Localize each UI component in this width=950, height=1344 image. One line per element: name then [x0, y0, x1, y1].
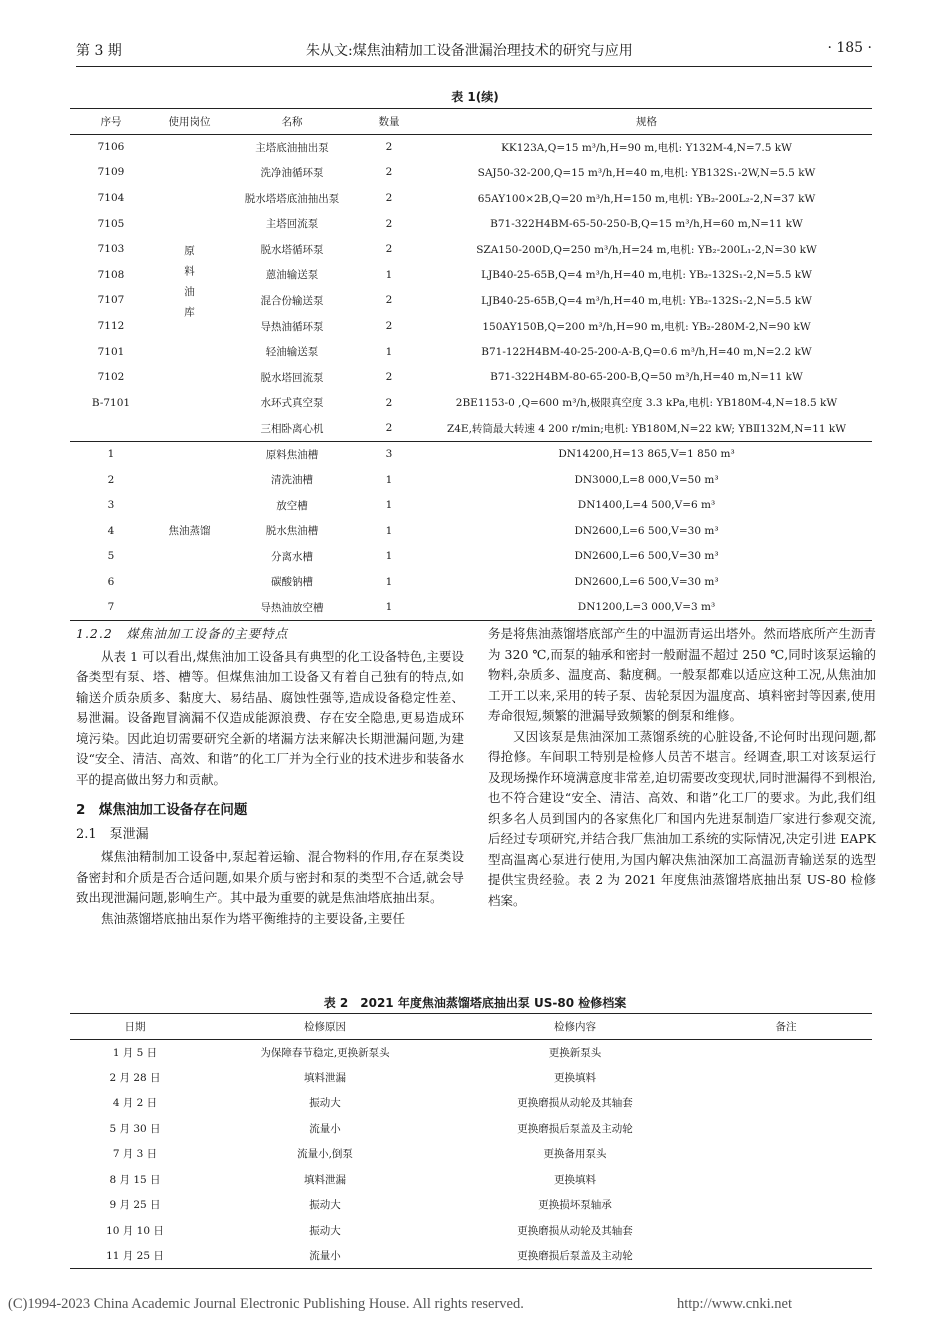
left-column	[76, 624, 464, 929]
table2-col-header: 备注	[775, 1020, 797, 1033]
spec-cell: SZA150-200D,Q=250 m³/h,H=24 m,电机: YB₂-200L₁-2,N=30 kW	[476, 243, 817, 256]
qty-cell: 1	[385, 550, 393, 563]
note-cell	[700, 1218, 872, 1244]
serial-cell: B-7101	[91, 396, 131, 409]
qty-cell: 2	[385, 320, 393, 333]
spec-cell: B71-122H4BM-40-25-200-A-B,Q=0.6 m³/h,H=40 m,N=2.2 kW	[481, 345, 812, 358]
spec-cell: 2BE1153-0 ,Q=600 m³/h,极限真空度 3.3 kPa,电机: YB180M-4,N=18.5 kW	[455, 397, 838, 410]
name-cell: 碳酸钠槽	[271, 576, 313, 589]
section-2-1-heading: 2.1 泵泄漏	[76, 826, 149, 842]
table2-col-header: 日期	[124, 1020, 146, 1033]
paragraph: 煤焦油精制加工设备中,泵起着运输、混合物料的作用,存在泵类设备密封和介质是否合适问题,如果介质与密封和泵的类型不合适,就会导致出现泄漏问题,影响生产。其中最为重要的就是焦油塔底抽出泵。	[76, 849, 464, 905]
page-number: · 185 ·	[827, 40, 872, 56]
name-cell: 主塔回流泵	[265, 218, 319, 231]
name-cell: 蒽油输送泵	[265, 269, 319, 282]
table2-col-header: 检修内容	[554, 1020, 596, 1033]
qty-cell: 1	[385, 499, 393, 512]
spec-cell: DN14200,H=13 865,V=1 850 m³	[558, 448, 735, 461]
qty-cell: 2	[385, 294, 393, 307]
note-cell	[700, 1116, 872, 1142]
name-cell: 放空槽	[276, 499, 308, 512]
table1	[70, 108, 872, 621]
content-cell: 更换填料	[554, 1071, 596, 1084]
serial-cell: 7101	[97, 345, 125, 358]
section-2-heading: 2 煤焦油加工设备存在问题	[76, 802, 248, 818]
running-header	[76, 40, 872, 66]
qty-cell: 1	[385, 268, 393, 281]
station-cell-label: 原料油库	[183, 245, 195, 328]
note-cell	[700, 1065, 872, 1091]
qty-cell: 1	[385, 524, 393, 537]
copyright-text: (C)1994-2023 China Academic Journal Electronic Publishing House. All rights reserved.	[8, 1296, 524, 1312]
qty-cell: 1	[385, 575, 393, 588]
serial-cell: 6	[107, 575, 115, 588]
spec-cell: DN2600,L=6 500,V=30 m³	[574, 550, 719, 563]
table1-col-header: 数量	[378, 115, 400, 128]
serial-cell: 7102	[97, 371, 125, 384]
spec-cell: 150AY150B,Q=200 m³/h,H=90 m,电机: YB₂-280M-2,N=90 kW	[482, 320, 811, 333]
table-row	[70, 1039, 872, 1065]
spec-cell: Z4E,转筒最大转速 4 200 r/min;电机: YB180M,N=22 kW; YBⅡ132M,N=11 kW	[446, 422, 847, 435]
note-cell	[700, 1243, 872, 1269]
qty-cell: 1	[385, 473, 393, 486]
reason-cell: 振动大	[309, 1224, 341, 1237]
name-cell: 混合份输送泵	[260, 294, 324, 307]
table1-body	[70, 134, 872, 620]
reason-cell: 流量小	[309, 1122, 341, 1135]
table1-header-row	[70, 109, 872, 135]
spec-cell: LJB40-25-65B,Q=4 m³/h,H=40 m,电机: YB₂-132S₁-2,N=5.5 kW	[481, 294, 812, 307]
station-cell	[152, 134, 227, 441]
name-cell: 原料焦油槽	[265, 448, 319, 461]
reason-cell: 振动大	[309, 1199, 341, 1212]
qty-cell: 2	[385, 166, 393, 179]
date-cell: 8 月 15 日	[109, 1173, 161, 1186]
table2-col-header: 检修原因	[304, 1020, 346, 1033]
note-cell	[700, 1192, 872, 1218]
serial-cell: 7	[107, 601, 115, 614]
paragraph: 从表 1 可以看出,煤焦油加工设备具有典型的化工设备特色,主要设备类型有泵、塔、槽等。但煤焦油加工设备又有着自己独有的特点,如输送介质杂质多、黏度大、易结晶、腐蚀性强等,造成设备稳定性差、易泄漏。设备跑冒滴漏不仅造成能源浪费、存在安全隐患,更易造成环境污染。因此迫切需要研究全新的堵漏方法来解决长期泄漏问题,为建设“安全、清洁、高效、和谐”的化工厂并为全行业的技术进步和装备水平的提高做出努力和贡献。	[76, 648, 464, 787]
serial-cell: 7108	[97, 268, 125, 281]
qty-cell: 2	[385, 243, 393, 256]
content-cell: 更换磨损后泵盖及主动轮	[517, 1122, 633, 1135]
table1-caption: 表 1(续)	[451, 90, 499, 104]
name-cell: 分离水槽	[271, 550, 313, 563]
qty-cell: 2	[385, 396, 393, 409]
reason-cell: 振动大	[309, 1097, 341, 1110]
table2	[70, 1013, 872, 1269]
serial-cell: 7104	[97, 192, 125, 205]
table-row	[70, 1090, 872, 1116]
paragraph: 焦油蒸馏塔底抽出泵作为塔平衡维持的主要设备,主要任	[101, 910, 405, 926]
name-cell: 主塔底油抽出泵	[255, 141, 329, 154]
paragraph: 又因该泵是焦油深加工蒸馏系统的心脏设备,不论何时出现问题,都得抢修。车间职工特别是检修人员苦不堪言。经调查,职工对该泵运行及现场操作环境满意度非常差,迫切需要改变现状,同时泄漏得不到根治,也不符合建设“安全、清洁、高效、和谐”化工厂的要求。为此,我们组织多名人员到国内的各家焦化厂和国内先进泵制造厂家进行参观交流,后经过专项研究,并结合我厂焦油加工系统的实际情况,决定引进 EAPK 型高温离心泵进行使用,为国内解决焦油深加工高温沥青输送泵的选型提供宝贵经验。表 2 为 2021 年度焦油蒸馏塔底抽出泵 US-80 检修档案。	[488, 728, 876, 908]
spec-cell: DN2600,L=6 500,V=30 m³	[574, 575, 719, 588]
table-row	[70, 1192, 872, 1218]
name-cell: 水环式真空泵	[260, 397, 324, 410]
date-cell: 5 月 30 日	[109, 1122, 161, 1135]
serial-cell: 7103	[97, 243, 125, 256]
spec-cell: DN3000,L=8 000,V=50 m³	[574, 473, 719, 486]
qty-cell: 2	[385, 217, 393, 230]
spec-cell: B71-322H4BM-80-65-200-B,Q=50 m³/h,H=40 m,N=11 kW	[490, 371, 803, 384]
reason-cell: 流量小	[309, 1250, 341, 1262]
cnki-link[interactable]: http://www.cnki.net	[676, 1296, 792, 1312]
table1-col-header: 名称	[281, 115, 303, 128]
content-cell: 更换填料	[554, 1173, 596, 1186]
serial-cell: 3	[107, 499, 115, 512]
name-cell: 脱水塔循环泵	[260, 243, 324, 256]
qty-cell: 2	[385, 371, 393, 384]
serial-cell: 7105	[97, 217, 125, 230]
table-row	[70, 1065, 872, 1091]
date-cell: 7 月 3 日	[112, 1148, 158, 1161]
reason-cell: 填料泄漏	[304, 1173, 346, 1186]
note-cell	[700, 1141, 872, 1167]
note-cell	[700, 1039, 872, 1065]
content-cell: 更换磨损后泵盖及主动轮	[517, 1250, 633, 1262]
spec-cell: KK123A,Q=15 m³/h,H=90 m,电机: Y132M-4,N=7.5 kW	[501, 141, 792, 154]
name-cell: 导热油放空槽	[260, 601, 324, 614]
table-row	[70, 1167, 872, 1193]
table-row	[70, 134, 872, 160]
reason-cell: 填料泄漏	[304, 1071, 346, 1084]
qty-cell: 1	[385, 345, 393, 358]
table2-header-row	[70, 1014, 872, 1040]
table1-col-header: 使用岗位	[168, 115, 211, 128]
table-row	[70, 1141, 872, 1167]
date-cell: 4 月 2 日	[112, 1097, 158, 1110]
date-cell: 9 月 25 日	[109, 1199, 161, 1212]
qty-cell: 3	[385, 448, 393, 461]
right-column	[488, 624, 876, 911]
qty-cell: 2	[385, 141, 393, 154]
table-row	[70, 1218, 872, 1244]
content-cell: 更换损坏泵轴承	[538, 1199, 612, 1212]
content-cell: 更换备用泵头	[543, 1148, 607, 1161]
content-cell: 更换磨损从动轮及其轴套	[517, 1097, 633, 1110]
table-row	[70, 441, 872, 467]
table2-caption: 表 2 2021 年度焦油蒸馏塔底抽出泵 US-80 检修档案	[323, 996, 627, 1010]
date-cell: 1 月 5 日	[112, 1046, 158, 1059]
spec-cell: B71-322H4BM-65-50-250-B,Q=15 m³/h,H=60 m,N=11 kW	[490, 217, 803, 230]
name-cell: 洗净油循环泵	[260, 166, 324, 179]
reason-cell: 流量小,倒泵	[297, 1148, 353, 1161]
spec-cell: DN1200,L=3 000,V=3 m³	[577, 601, 716, 614]
spec-cell: 65AY100×2B,Q=20 m³/h,H=150 m,电机: YB₂-200L₂-2,N=37 kW	[477, 192, 816, 205]
table1-col-header: 序号	[100, 115, 122, 128]
spec-cell: DN1400,L=4 500,V=6 m³	[577, 499, 716, 512]
spec-cell: DN2600,L=6 500,V=30 m³	[574, 524, 719, 537]
qty-cell: 1	[385, 601, 393, 614]
paragraph: 务是将焦油蒸馏塔底部产生的中温沥青运出塔外。然而塔底所产生沥青为 320 ℃,而泵的轴承和密封一般耐温不超过 250 ℃,同时该泵运输的物料,杂质多、温度高、黏度稠。一般泵都难以适应这种工况,从焦油加工开工以来,采用的转子泵、齿轮泵因为温度高、填料密封等因素,使用寿命很短,频繁的泄漏导致频繁的倒泵和维修。	[488, 626, 876, 723]
spec-cell: LJB40-25-65B,Q=4 m³/h,H=40 m,电机: YB₂-132S₁-2,N=5.5 kW	[481, 269, 812, 282]
station-cell: 焦油蒸馏	[168, 525, 211, 538]
name-cell: 清洗油槽	[271, 474, 313, 487]
date-cell: 10 月 10 日	[106, 1224, 164, 1237]
content-cell: 更换新泵头	[548, 1046, 602, 1059]
note-cell	[700, 1167, 872, 1193]
article-title: 朱从文:煤焦油精加工设备泄漏治理技术的研究与应用	[306, 43, 633, 59]
table-row	[70, 1116, 872, 1142]
name-cell: 脱水塔回流泵	[260, 371, 324, 384]
name-cell: 三相卧离心机	[260, 422, 324, 435]
issue-number: 第 3 期	[76, 43, 122, 59]
date-cell: 2 月 28 日	[109, 1071, 161, 1084]
serial-cell: 4	[107, 524, 115, 537]
name-cell: 脱水塔塔底油抽出泵	[244, 192, 340, 205]
reason-cell: 为保障春节稳定,更换新泵头	[260, 1046, 390, 1059]
serial-cell: 1	[107, 448, 115, 461]
serial-cell	[70, 416, 152, 442]
serial-cell: 7109	[97, 166, 125, 179]
serial-cell: 2	[107, 473, 115, 486]
serial-cell: 5	[107, 550, 115, 563]
qty-cell: 2	[385, 422, 393, 435]
spec-cell: SAJ50-32-200,Q=15 m³/h,H=40 m,电机: YB132S₁-2W,N=5.5 kW	[477, 166, 816, 179]
serial-cell: 7106	[97, 141, 125, 154]
qty-cell: 2	[385, 192, 393, 205]
table-row	[70, 1243, 872, 1269]
section-1-2-2-heading: 1.2.2 煤焦油加工设备的主要特点	[76, 626, 289, 641]
content-cell: 更换磨损从动轮及其轴套	[517, 1224, 633, 1237]
table2-body	[70, 1039, 872, 1269]
name-cell: 轻油输送泵	[265, 346, 319, 359]
date-cell: 11 月 25 日	[106, 1250, 164, 1262]
header-rule	[76, 66, 872, 67]
serial-cell: 7107	[97, 294, 125, 307]
name-cell: 脱水焦油槽	[265, 525, 319, 538]
copyright-footer	[8, 1296, 942, 1313]
note-cell	[700, 1090, 872, 1116]
name-cell: 导热油循环泵	[260, 320, 324, 333]
table1-col-header: 规格	[636, 115, 657, 128]
serial-cell: 7112	[97, 320, 125, 333]
